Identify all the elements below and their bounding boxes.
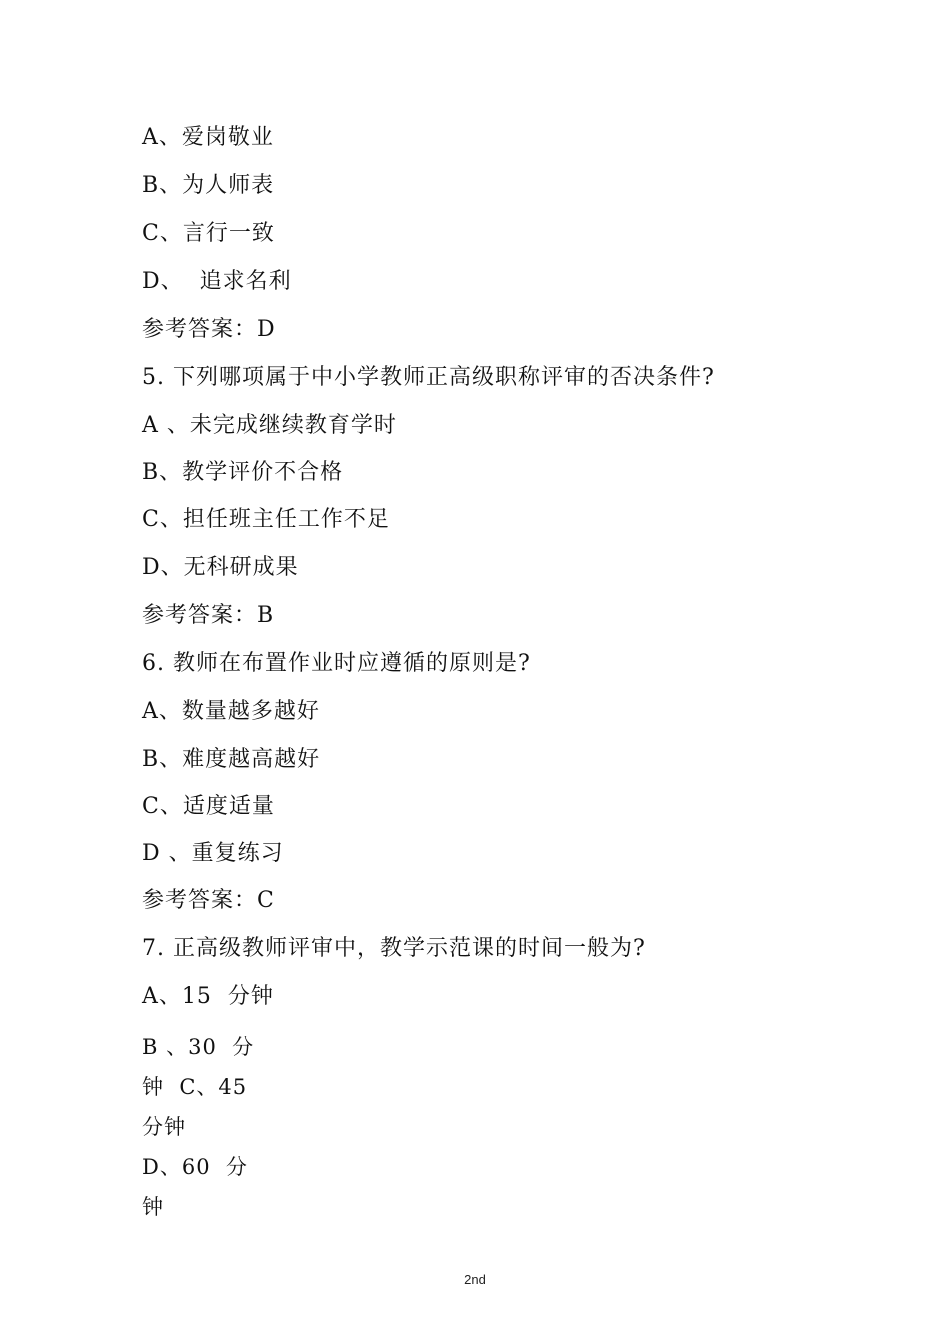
- option-d: D 、重复练习: [142, 841, 284, 866]
- option-b-continued: 钟 C、45: [142, 1075, 248, 1099]
- option-d-continued: 钟: [142, 1195, 164, 1219]
- option-a: A、15 分钟: [142, 984, 274, 1009]
- question-7: 7. 正高级教师评审中，教学示范课的时间一般为?: [142, 936, 646, 961]
- option-b: B、难度越高越好: [142, 747, 321, 772]
- option-d: D、60 分: [142, 1155, 248, 1179]
- option-c-continued: 分钟: [142, 1115, 186, 1139]
- option-c: C、言行一致: [142, 221, 275, 246]
- option-a: A、数量越多越好: [142, 699, 320, 724]
- page-number: 2nd: [464, 1272, 486, 1287]
- option-a: A 、未完成继续教育学时: [142, 413, 397, 438]
- answer-key: 参考答案：D: [142, 317, 276, 342]
- option-b: B、为人师表: [142, 173, 275, 198]
- question-6: 6. 教师在布置作业时应遵循的原则是?: [142, 651, 531, 676]
- option-a: A、爱岗敬业: [142, 125, 274, 150]
- question-5: 5. 下列哪项属于中小学教师正高级职称评审的否决条件?: [142, 365, 715, 390]
- answer-key: 参考答案：B: [142, 603, 275, 628]
- option-d: D、 追求名利: [142, 269, 292, 294]
- option-d: D、无科研成果: [142, 555, 299, 580]
- option-b: B 、30 分: [142, 1035, 255, 1059]
- option-b: B、教学评价不合格: [142, 460, 344, 485]
- option-c: C、担任班主任工作不足: [142, 507, 390, 532]
- option-c: C、适度适量: [142, 794, 275, 819]
- answer-key: 参考答案：C: [142, 888, 275, 913]
